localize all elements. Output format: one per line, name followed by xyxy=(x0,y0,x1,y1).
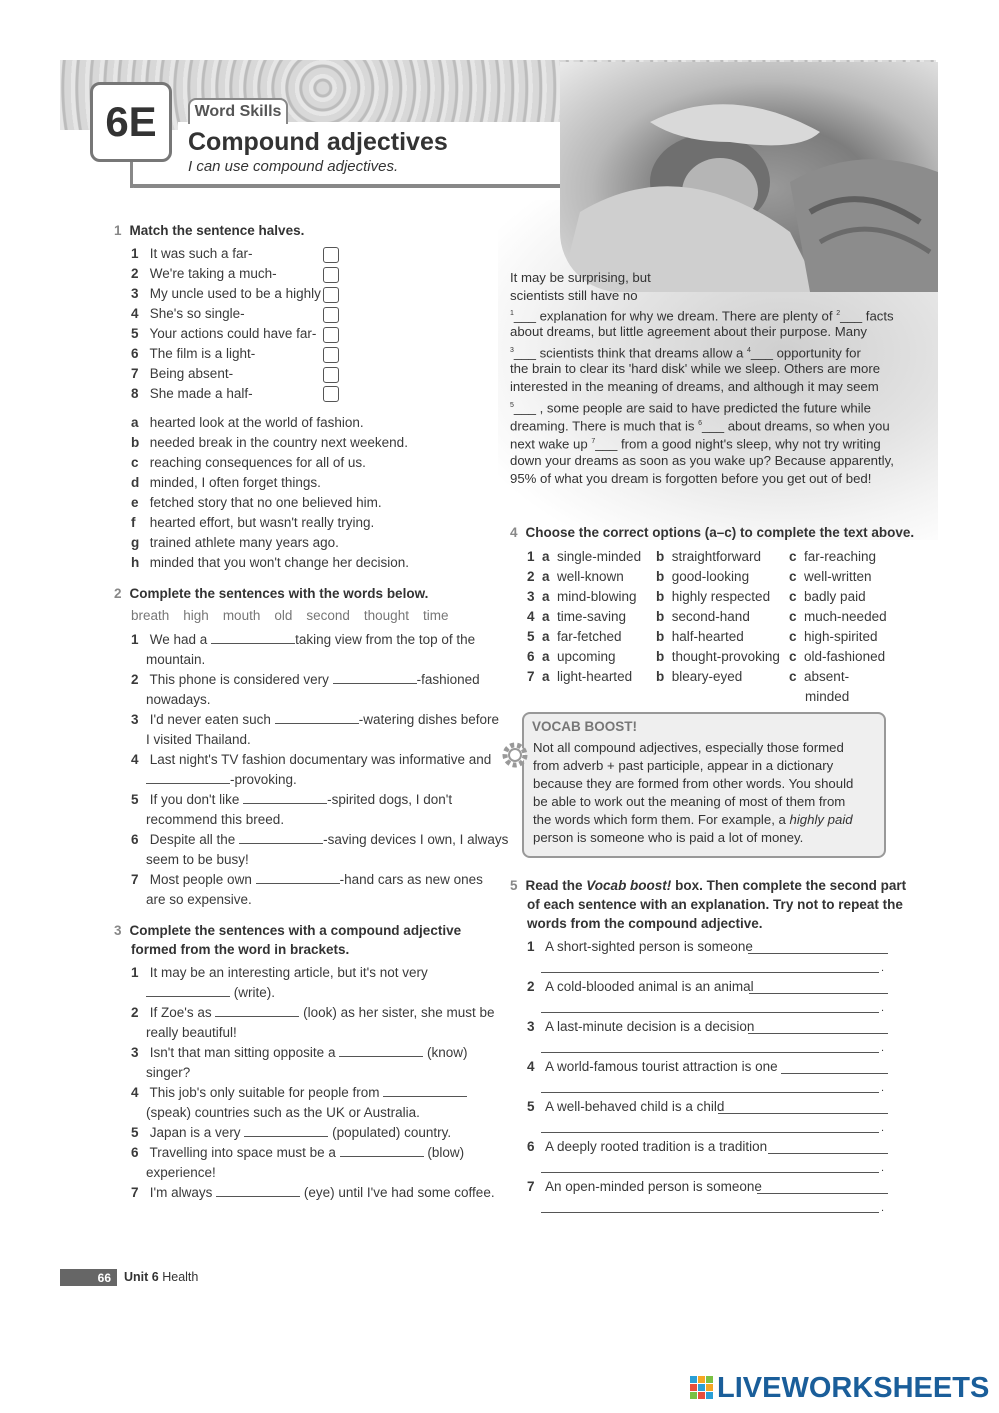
gap-blank[interactable] xyxy=(239,830,323,844)
ex3-item: 2 If Zoe's as (look) as her sister, she must be xyxy=(131,1005,495,1020)
ex4-opt-b: b second-hand xyxy=(656,609,750,624)
gap-blank[interactable] xyxy=(243,790,327,804)
page-number: 66 xyxy=(60,1269,117,1286)
answer-box-4[interactable] xyxy=(323,307,339,323)
ex1-ending: h minded that you won't change her decision. xyxy=(131,555,410,570)
ex1-item: 6 The film is a light- xyxy=(131,346,256,361)
answer-box-7[interactable] xyxy=(323,367,339,383)
ex4-row: 5 a far-fetched xyxy=(527,629,622,644)
option-a[interactable]: time-saving xyxy=(557,609,627,624)
ex2-heading: 2 Complete the sentences with the words below. xyxy=(114,586,429,601)
ex4-opt-c: c absent- xyxy=(789,669,850,684)
answer-box-2[interactable] xyxy=(323,267,339,283)
gear-icon xyxy=(500,740,530,770)
gap-blank[interactable] xyxy=(146,983,230,997)
option-c[interactable]: much-needed xyxy=(804,609,887,624)
answer-line[interactable] xyxy=(541,1052,879,1053)
ex5-heading-cont: of each sentence with an explanation. Try not to repeat the xyxy=(527,897,903,912)
gap-blank[interactable] xyxy=(275,710,359,724)
answer-line[interactable] xyxy=(748,1033,888,1034)
ex5-item: 2 A cold-blooded animal is an animal xyxy=(527,979,754,994)
ex2-item-cont: seem to be busy! xyxy=(146,852,249,867)
ex4-row: 1 a single-minded xyxy=(527,549,642,564)
reading-line: $^1$___ explanation for why we dream. There are plenty of $^2$___ facts xyxy=(510,308,894,324)
vocab-line: the words which form them. For example, a highly paid xyxy=(533,812,853,827)
ex1-item: 3 My uncle used to be a highly xyxy=(131,286,321,301)
ex2-item-cont: are so expensive. xyxy=(146,892,252,907)
ex5-item: 5 A well-behaved child is a child xyxy=(527,1099,725,1114)
ex3-item: 1 It may be an interesting article, but it's not very xyxy=(131,965,428,980)
ex4-opt-c: c well-written xyxy=(789,569,872,584)
ex3-item: 6 Travelling into space must be a (blow) xyxy=(131,1145,465,1160)
reading-line: the brain to clear its 'hard disk' while we sleep. Others are more xyxy=(510,361,881,376)
line-end-dot: . xyxy=(881,1042,885,1054)
answer-line[interactable] xyxy=(541,1012,879,1013)
answer-line[interactable] xyxy=(541,1212,879,1213)
ex5-heading-cont: words from the compound adjective. xyxy=(527,916,763,931)
ex1-ending: c reaching consequences for all of us. xyxy=(131,455,366,470)
ex4-row: 7 a light-hearted xyxy=(527,669,633,684)
option-b[interactable]: half-hearted xyxy=(671,629,744,644)
title-rule xyxy=(130,184,600,188)
line-end-dot: . xyxy=(881,1122,885,1134)
reading-line: next wake up $^7$___ from a good night's sleep, why not try writing xyxy=(510,436,881,452)
gap-blank[interactable] xyxy=(383,1083,467,1097)
option-a[interactable]: far-fetched xyxy=(557,629,622,644)
gap-blank[interactable] xyxy=(340,1143,424,1157)
ex3-item-cont: experience! xyxy=(146,1165,216,1180)
ex3-item: 4 This job's only suitable for people from xyxy=(131,1083,467,1103)
answer-box-1[interactable] xyxy=(323,247,339,263)
vocab-line: from adverb + past participle, appear in a dictionary xyxy=(533,758,834,773)
ex4-opt-c: c high-spirited xyxy=(789,629,878,644)
line-end-dot: . xyxy=(881,1082,885,1094)
vocab-line: Not all compound adjectives, especially those formed xyxy=(533,740,844,755)
ex5-item: 6 A deeply rooted tradition is a tradition xyxy=(527,1139,768,1154)
option-b[interactable]: bleary-eyed xyxy=(671,669,743,684)
answer-line[interactable] xyxy=(718,1113,888,1114)
ex1-ending: f hearted effort, but wasn't really trying. xyxy=(131,515,375,530)
ex4-opt-c: c badly paid xyxy=(789,589,866,604)
ex2-item: 4 Last night's TV fashion documentary was informative and xyxy=(131,752,492,767)
ex5-item: 1 A short-sighted person is someone xyxy=(527,939,753,954)
option-c[interactable]: well-written xyxy=(804,569,872,584)
logo-text: LIVEWORKSHEETS xyxy=(717,1371,990,1404)
ex2-item: 3 I'd never eaten such -watering dishes before xyxy=(131,712,500,727)
option-b[interactable]: second-hand xyxy=(671,609,750,624)
page-title: Compound adjectives xyxy=(188,128,448,156)
footer-unit: Unit 6 Health xyxy=(124,1270,199,1284)
option-b[interactable]: thought-provoking xyxy=(671,649,780,664)
ex1-item: 2 We're taking a much- xyxy=(131,266,277,281)
answer-line[interactable] xyxy=(541,1132,879,1133)
ex4-opt-b: b bleary-eyed xyxy=(656,669,743,684)
ex4-opt-b: b thought-provoking xyxy=(656,649,780,664)
ex2-item: 1 We had a taking view from the top of the xyxy=(131,632,476,647)
ex1-item: 7 Being absent- xyxy=(131,366,234,381)
answer-box-5[interactable] xyxy=(323,327,339,343)
ex2-item: 6 Despite all the -saving devices I own, I always xyxy=(131,832,509,847)
ex4-opt-c: c far-reaching xyxy=(789,549,877,564)
skill-tab: Word Skills xyxy=(188,98,288,124)
sleeping-woman-photo xyxy=(560,62,938,292)
answer-line[interactable] xyxy=(748,953,888,954)
option-a[interactable]: well-known xyxy=(557,569,624,584)
reading-line: down your dreams as soon as you wake up? Because apparently, xyxy=(510,453,894,468)
ex1-ending: d minded, I often forget things. xyxy=(131,475,321,490)
ex5-item: 4 A world-famous tourist attraction is one xyxy=(527,1059,778,1074)
word-bank: breath high mouth old second thought time xyxy=(131,608,449,623)
ex3-item-cont: (write). xyxy=(146,983,275,1003)
option-a[interactable]: upcoming xyxy=(557,649,616,664)
answer-line[interactable] xyxy=(768,1153,888,1154)
liveworksheets-logo[interactable] xyxy=(690,1372,989,1404)
ex1-item: 4 She's so single- xyxy=(131,306,245,321)
option-c[interactable]: far-reaching xyxy=(804,549,877,564)
ex1-item: 1 It was such a far- xyxy=(131,246,253,261)
line-end-dot: . xyxy=(881,1162,885,1174)
line-end-dot: . xyxy=(881,1202,885,1214)
reading-line: $^3$___ scientists think that dreams allow a $^4$___ opportunity for xyxy=(510,345,861,361)
ex4-heading: 4 Choose the correct options (a–c) to complete the text above. xyxy=(510,525,915,540)
ex4-opt-b: b straightforward xyxy=(656,549,762,564)
ex3-item: 7 I'm always (eye) until I've had some coffee. xyxy=(131,1185,495,1200)
ex1-item: 5 Your actions could have far- xyxy=(131,326,317,341)
ex4-opt-b: b half-hearted xyxy=(656,629,744,644)
ex4-opt-b: b highly respected xyxy=(656,589,771,604)
answer-line[interactable] xyxy=(541,1172,879,1173)
gap-blank[interactable] xyxy=(256,870,340,884)
reading-line: $^5$___ , some people are said to have predicted the future while xyxy=(510,400,871,416)
ex2-item-cont: I visited Thailand. xyxy=(146,732,251,747)
ex1-ending: e fetched story that no one believed him. xyxy=(131,495,382,510)
ex5-item: 3 A last-minute decision is a decision xyxy=(527,1019,755,1034)
answer-box-8[interactable] xyxy=(323,386,339,402)
option-c[interactable]: old-fashioned xyxy=(804,649,886,664)
ex3-item: 3 Isn't that man sitting opposite a (know) xyxy=(131,1045,468,1060)
ex2-item-cont: mountain. xyxy=(146,652,206,667)
reading-line: 95% of what you dream is forgotten before you get out of bed! xyxy=(510,471,872,486)
option-c[interactable]: badly paid xyxy=(804,589,866,604)
answer-box-3[interactable] xyxy=(323,287,339,303)
answer-line[interactable] xyxy=(749,993,888,994)
reading-line: scientists still have no xyxy=(510,288,638,303)
ex2-item-cont: nowadays. xyxy=(146,692,211,707)
ex3-heading: 3 Complete the sentences with a compound adjective xyxy=(114,923,462,938)
ex2-item: 5 If you don't like -spirited dogs, I don't xyxy=(131,792,453,807)
ex4-opt-c-cont: minded xyxy=(805,689,850,704)
ex4-opt-c: c old-fashioned xyxy=(789,649,886,664)
ex3-item-cont: (speak) countries such as the UK or Australia. xyxy=(146,1105,420,1120)
answer-box-6[interactable] xyxy=(323,347,339,363)
reading-line: about dreams, but little agreement about their purpose. Many xyxy=(510,324,868,339)
reading-line: dreaming. There is much that is $^6$___ about dreams, so when you xyxy=(510,418,890,434)
option-b[interactable]: highly respected xyxy=(671,589,771,604)
line-end-dot: . xyxy=(881,1002,885,1014)
line-end-dot: . xyxy=(881,962,885,974)
gap-blank[interactable] xyxy=(339,1043,423,1057)
reading-line: It may be surprising, but xyxy=(510,270,651,285)
gap-blank[interactable] xyxy=(216,1183,300,1197)
ex3-heading-cont: formed from the word in brackets. xyxy=(131,942,350,957)
ex4-row: 6 a upcoming xyxy=(527,649,616,664)
ex1-heading: 1 Match the sentence halves. xyxy=(114,223,305,238)
gap-blank[interactable] xyxy=(211,630,295,644)
page-subtitle: I can use compound adjectives. xyxy=(188,158,399,175)
option-a[interactable]: light-hearted xyxy=(557,669,633,684)
vocab-line: because they are formed from other words. You should xyxy=(533,776,854,791)
option-c[interactable]: absent- xyxy=(804,669,850,684)
ex5-item: 7 An open-minded person is someone xyxy=(527,1179,762,1194)
vocab-boost-title: VOCAB BOOST! xyxy=(532,719,638,734)
ex4-row: 4 a time-saving xyxy=(527,609,627,624)
ex2-item-cont: recommend this breed. xyxy=(146,812,285,827)
gap-blank[interactable] xyxy=(333,670,417,684)
gap-blank[interactable] xyxy=(244,1123,328,1137)
gap-blank[interactable] xyxy=(215,1003,299,1017)
answer-line[interactable] xyxy=(541,1092,879,1093)
ex1-ending: b needed break in the country next weekend. xyxy=(131,435,408,450)
logo-grid-icon xyxy=(690,1376,714,1400)
lesson-code: 6E xyxy=(90,82,172,162)
reading-line: interested in the meaning of dreams, and although it may seem xyxy=(510,379,879,394)
ex2-item: 2 This phone is considered very -fashioned xyxy=(131,672,480,687)
vocab-line: be able to work out the meaning of most of them from xyxy=(533,794,846,809)
ex3-item: 5 Japan is a very (populated) country. xyxy=(131,1125,452,1140)
ex4-row: 2 a well-known xyxy=(527,569,624,584)
ex4-opt-b: b good-looking xyxy=(656,569,750,584)
ex1-ending: a hearted look at the world of fashion. xyxy=(131,415,364,430)
ex2-item-cont: -provoking. xyxy=(146,770,297,790)
option-b[interactable]: straightforward xyxy=(671,549,762,564)
option-a[interactable]: mind-blowing xyxy=(557,589,637,604)
answer-line[interactable] xyxy=(781,1073,888,1074)
option-c[interactable]: high-spirited xyxy=(804,629,878,644)
ex4-opt-c: c much-needed xyxy=(789,609,887,624)
ex1-ending: g trained athlete many years ago. xyxy=(131,535,339,550)
answer-line[interactable] xyxy=(541,972,879,973)
option-b[interactable]: good-looking xyxy=(671,569,750,584)
gap-blank[interactable] xyxy=(146,770,230,784)
ex3-item-cont: really beautiful! xyxy=(146,1025,237,1040)
ex3-item-cont: singer? xyxy=(146,1065,191,1080)
option-a[interactable]: single-minded xyxy=(557,549,642,564)
vocab-line: person is someone who is paid a lot of money. xyxy=(533,830,804,845)
answer-line[interactable] xyxy=(757,1193,888,1194)
ex1-item: 8 She made a half- xyxy=(131,386,253,401)
ex2-item: 7 Most people own -hand cars as new ones xyxy=(131,872,483,887)
ex5-heading: 5 Read the Vocab boost! box. Then complete the second part xyxy=(510,878,907,893)
ex4-row: 3 a mind-blowing xyxy=(527,589,637,604)
